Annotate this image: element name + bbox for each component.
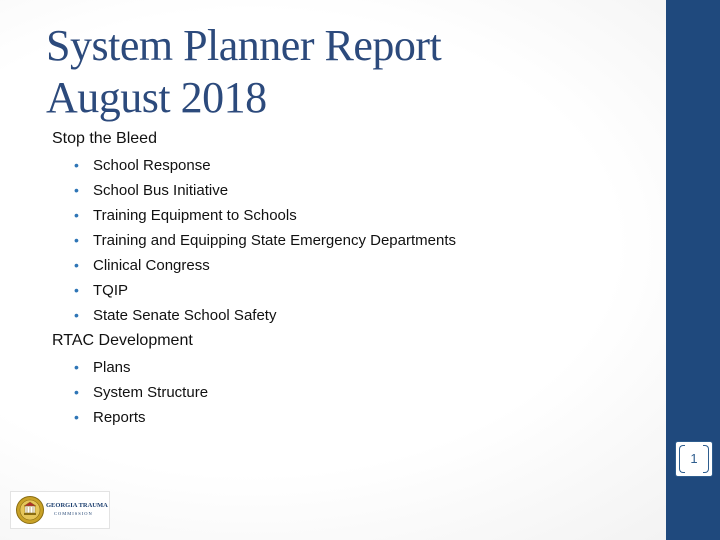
bullet-icon: • (74, 182, 79, 198)
bullet-icon: • (74, 409, 79, 425)
list-item-text: Training Equipment to Schools (93, 207, 297, 224)
list-item-text: Clinical Congress (93, 257, 210, 274)
list-item (74, 355, 642, 380)
title-line-1: System Planner Report (46, 21, 442, 70)
bullet-icon: • (74, 257, 79, 273)
list-item (74, 303, 642, 328)
bullet-icon: • (74, 232, 79, 248)
bullet-icon: • (74, 282, 79, 298)
section-heading-stop-the-bleed: Stop the Bleed (52, 130, 157, 147)
slide-number: 1 (690, 451, 698, 466)
bullet-icon: • (74, 207, 79, 223)
list-item (74, 153, 642, 178)
list-item-text: School Bus Initiative (93, 182, 229, 199)
logo-text-line-1: GEORGIA TRAUMA (46, 502, 108, 509)
rtac-development-list (74, 355, 642, 430)
section-heading-rtac-development: RTAC Development (52, 332, 193, 349)
slide-number-badge (675, 441, 713, 477)
stop-the-bleed-list (74, 153, 642, 328)
list-item-text: TQIP (93, 282, 129, 299)
bullet-icon: • (74, 307, 79, 323)
slide-title (46, 20, 646, 124)
list-item (74, 203, 642, 228)
bullet-icon: • (74, 157, 79, 173)
list-item (74, 253, 642, 278)
list-item-text: Plans (93, 359, 131, 376)
bullet-icon: • (74, 384, 79, 400)
list-item (74, 380, 642, 405)
list-item-text: Reports (93, 409, 146, 426)
title-line-2: August 2018 (46, 73, 267, 122)
list-item-text: Training and Equipping State Emergency Departments (93, 232, 456, 249)
georgia-state-seal-icon (15, 495, 45, 525)
slide-body (52, 128, 642, 430)
list-item-text: School Response (93, 157, 211, 174)
list-item-text: System Structure (93, 384, 209, 401)
bullet-icon: • (74, 359, 79, 375)
organization-logo (10, 491, 110, 529)
list-item (74, 178, 642, 203)
logo-text-line-2: COMMISSION (54, 511, 93, 516)
list-item-text: State Senate School Safety (93, 307, 277, 324)
list-item (74, 278, 642, 303)
list-item (74, 405, 642, 430)
list-item (74, 228, 642, 253)
